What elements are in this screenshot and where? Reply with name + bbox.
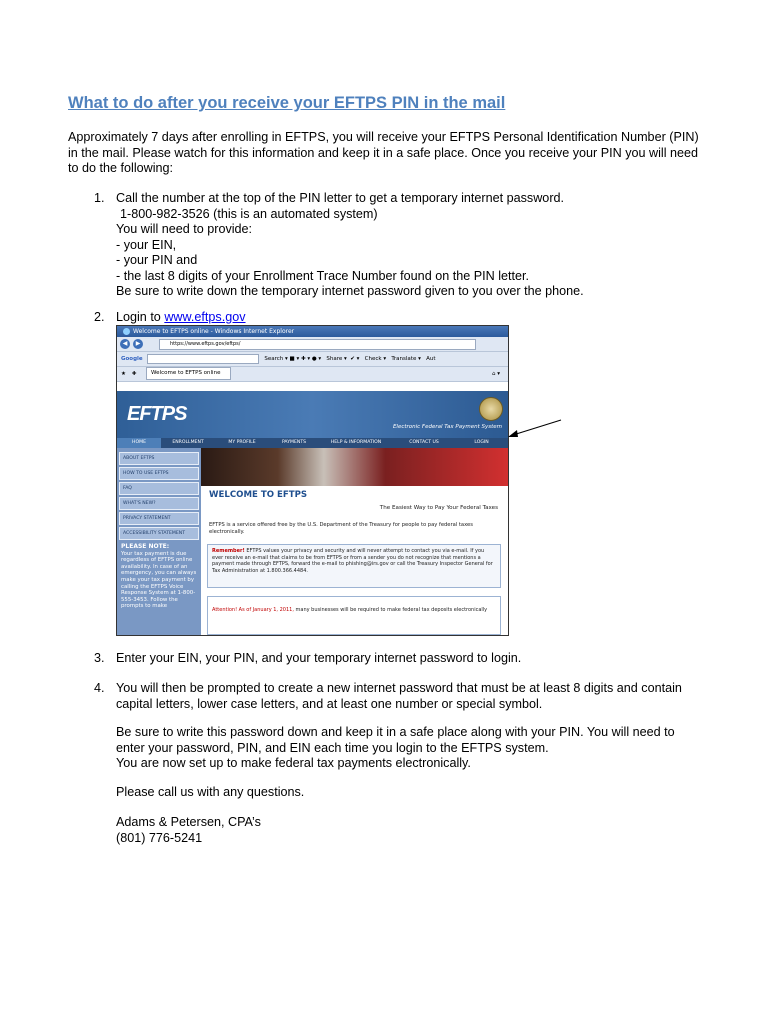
remember-notice: Remember! EFTPS values your privacy and security and will never attempt to contact you via e-mail. If you ever receive an e-mail that claims to be from EFTPS or from a sender you do not recognize that mentions a payment made through EFTPS, forward the e-mail to phishing@irs.gov or call the Treasury Inspector General for Tax Administration at 1.800.366.4484.	[207, 544, 501, 588]
back-icon[interactable]: ◀	[120, 339, 130, 349]
nav-login[interactable]: LOGIN	[474, 440, 489, 445]
sidebar-how-to[interactable]: HOW TO USE EFTPS	[119, 467, 199, 480]
toolbar-search[interactable]: Search	[264, 356, 284, 362]
step-2-text: Login to www.eftps.gov	[116, 310, 246, 324]
google-toolbar: Google Search ▾ ■ ▾ ✚ ▾ ● ▾ Share ▾ ✔ ▾ Check ▾ Translate ▾ Aut	[117, 352, 508, 367]
tab-row	[117, 367, 508, 382]
browser-tab[interactable]: Welcome to EFTPS online	[146, 367, 231, 380]
nav-enrollment[interactable]: ENROLLMENT	[172, 440, 204, 445]
google-logo: Google	[121, 356, 143, 362]
eftps-screenshot	[116, 325, 509, 636]
step-3-number: 3.	[94, 651, 105, 665]
intro-paragraph: Approximately 7 days after enrolling in EFTPS, you will receive your EFTPS Personal Identification Number (PIN) in the mail. Please watch for this information and keep it in a safe place. Once you receive your PIN you will need to do the following:	[68, 130, 699, 175]
eftps-sidebar	[117, 448, 201, 635]
eftps-content	[201, 486, 508, 635]
sidebar-note: PLEASE NOTE: Your tax payment is due regardless of EFTPS online availability. In case of an emergency, you can always make your tax payment by calling the EFTPS Voice Response System at 1-800-555-3453. Follow the prompts to make	[121, 543, 197, 610]
address-bar-row	[117, 337, 508, 352]
eftps-logo: EFTPS	[127, 403, 187, 425]
treasury-seal-icon	[479, 397, 503, 421]
step-4-text: You will then be prompted to create a new internet password that must be at least 8 digits and contain capital letters, lower case letters, and at least one number or special symbol.	[116, 681, 682, 711]
step-2-number: 2.	[94, 310, 105, 324]
favorites-star-icon[interactable]: ★	[121, 371, 126, 377]
firm-phone: (801) 776-5241	[116, 830, 203, 845]
nav-my-profile[interactable]: MY PROFILE	[228, 440, 256, 445]
sidebar-whats-new[interactable]: WHAT'S NEW?	[119, 497, 199, 510]
closing-paragraph: Be sure to write this password down and keep it in a safe place along with your PIN. You will need to enter your password, PIN, and EIN each time you login to the EFTPS system. You are now set up to make federal tax payments electronically.	[116, 725, 675, 770]
nav-contact[interactable]: CONTACT US	[409, 440, 439, 445]
sidebar-privacy[interactable]: PRIVACY STATEMENT	[119, 512, 199, 525]
nav-home[interactable]: HOME	[117, 438, 161, 448]
sidebar-faq[interactable]: FAQ	[119, 482, 199, 495]
step-1-text: Call the number at the top of the PIN letter to get a temporary internet password. 1-800-982-3526 (this is an automated system) You will need to provide: - your EIN, - your PIN and - the last 8 digits of your Enrollment Trace Number found on the PIN letter. Be sure to write down the temporary internet password given to you over the phone.	[116, 191, 706, 300]
toolbar-translate[interactable]: Translate	[391, 356, 417, 362]
eftps-description: EFTPS is a service offered free by the U.S. Department of the Treasury for people to pay federal taxes electronically.	[209, 522, 473, 535]
questions-line: Please call us with any questions.	[116, 785, 305, 799]
welcome-subheading: The Easiest Way to Pay Your Federal Taxes	[379, 505, 498, 511]
sidebar-accessibility[interactable]: ACCESSIBILITY STATEMENT	[119, 527, 199, 540]
google-search-box[interactable]	[147, 354, 259, 364]
eftps-banner-image	[201, 448, 508, 486]
eftps-nav	[117, 438, 508, 448]
firm-name: Adams & Petersen, CPA’s	[116, 815, 261, 829]
eftps-tagline: Electronic Federal Tax Payment System	[392, 424, 502, 430]
address-bar[interactable]: https://www.eftps.gov/eftps/	[159, 339, 476, 350]
arrow-icon	[505, 418, 565, 440]
step-3-text: Enter your EIN, your PIN, and your temporary internet password to login.	[116, 651, 522, 665]
eftps-link[interactable]: www.eftps.gov	[164, 310, 246, 324]
page-title: What to do after you receive your EFTPS PIN in the mail	[68, 94, 506, 112]
toolbar-share[interactable]: Share	[326, 356, 343, 362]
nav-help[interactable]: HELP & INFORMATION	[330, 440, 382, 445]
step-1-number: 1.	[94, 191, 105, 205]
eftps-header	[117, 391, 508, 438]
phone-number: 1-800-982-3526 (this is an automated system)	[120, 206, 378, 221]
toolbar-check[interactable]: Check	[364, 356, 382, 362]
attention-notice: Attention! As of January 1, 2011, many businesses will be required to make federal tax deposits electronically	[207, 596, 501, 635]
signature	[116, 815, 706, 846]
add-favorites-icon[interactable]: ✚	[131, 371, 137, 377]
nav-payments[interactable]: PAYMENTS	[281, 440, 307, 445]
browser-title-bar: Welcome to EFTPS online - Windows Internet Explorer	[117, 326, 508, 337]
step-4-number: 4.	[94, 681, 105, 695]
home-icon[interactable]: ⌂ ▾	[491, 371, 500, 377]
sidebar-about[interactable]: ABOUT EFTPS	[119, 452, 199, 465]
forward-icon[interactable]: ▶	[133, 339, 143, 349]
ie-icon	[123, 328, 130, 335]
toolbar-auto[interactable]: Aut	[426, 356, 436, 362]
welcome-heading: WELCOME TO EFTPS	[209, 490, 308, 500]
